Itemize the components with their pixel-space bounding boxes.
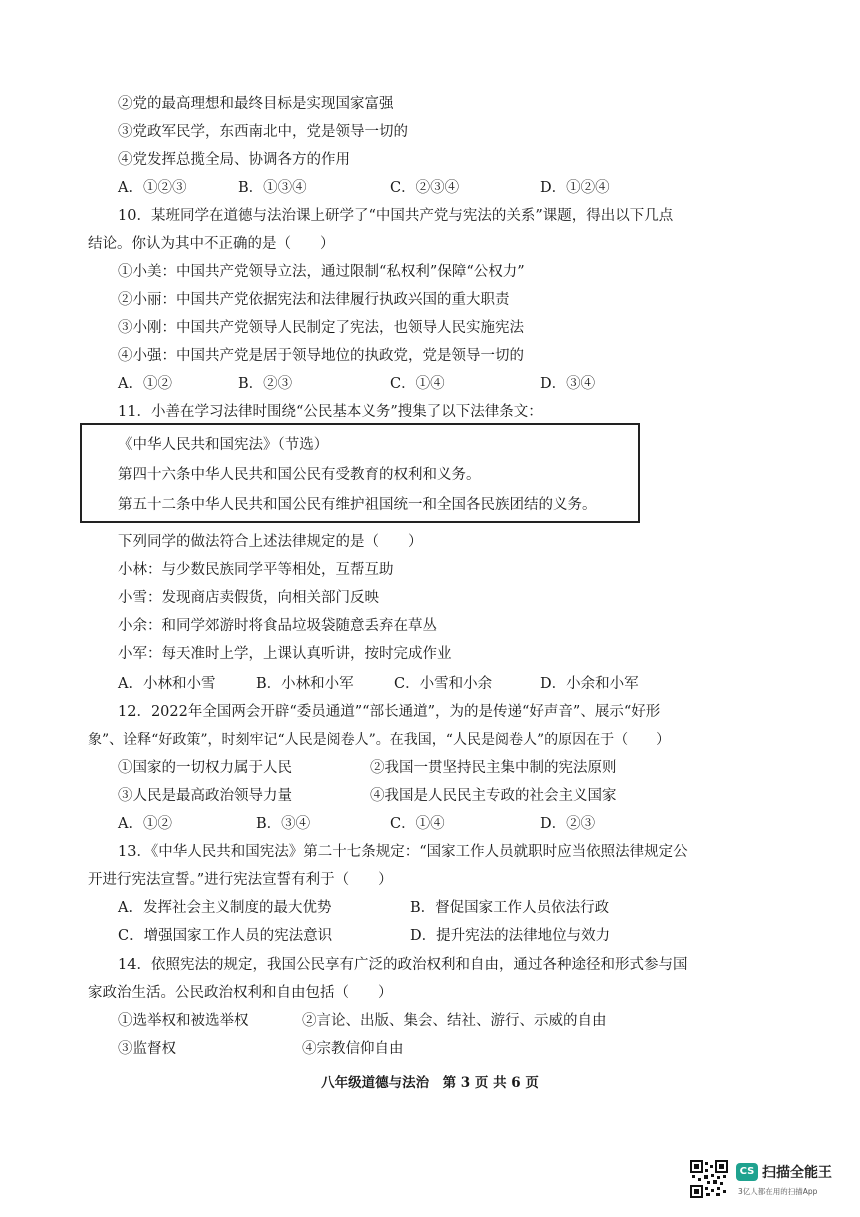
q13-option-a: A．发挥社会主义制度的最大优势 [118, 900, 332, 916]
q14-stem-line-2: 家政治生活。公民政治权利和自由包括（ ） [88, 985, 393, 1001]
q9-item-3: ③党政军民学，东西南北中，党是领导一切的 [118, 124, 408, 140]
q9-option-b: B．①③④ [238, 180, 307, 196]
camscanner-logo-icon: CS [736, 1163, 758, 1181]
q10-option-b: B．②③ [238, 376, 293, 392]
q14-item-3: ③监督权 [118, 1041, 176, 1057]
q12-stem-line-2: 象”、诠释“好政策”，时刻牢记“人民是阅卷人”。在我国，“人民是阅卷人”的原因在于（ ） [88, 732, 671, 748]
q10-stem-line-1: 10．某班同学在道德与法治课上研学了“中国共产党与宪法的关系”课题，得出以下几点 [118, 208, 674, 224]
page-footer: 八年级道德与法治 第 3 页 共 6 页 [321, 1075, 539, 1091]
q10-item-1: ①小美：中国共产党领导立法，通过限制“私权利”保障“公权力” [118, 264, 525, 280]
scanner-watermark [690, 1160, 850, 1202]
q14-stem-line-1: 14．依照宪法的规定，我国公民享有广泛的政治权利和自由，通过各种途径和形式参与国 [118, 957, 688, 973]
q10-option-a: A．①② [118, 376, 172, 392]
q10-item-4: ④小强：中国共产党是居于领导地位的执政党，党是领导一切的 [118, 348, 524, 364]
q12-option-c: C．①④ [390, 816, 445, 832]
q11-case-xiaoyu: 小余：和同学郊游时将食品垃圾袋随意丢弃在草丛 [118, 618, 437, 634]
q11-case-xiaoxue: 小雪：发现商店卖假货，向相关部门反映 [118, 590, 379, 606]
camscanner-name: 扫描全能王 [762, 1165, 832, 1181]
q12-option-b: B．③④ [256, 816, 311, 832]
q14-item-2: ②言论、出版、集会、结社、游行、示威的自由 [302, 1013, 607, 1029]
q10-item-3: ③小刚：中国共产党领导人民制定了宪法，也领导人民实施宪法 [118, 320, 524, 336]
law-article-46: 第四十六条中华人民共和国公民有受教育的权利和义务。 [118, 467, 481, 483]
q12-item-2: ②我国一贯坚持民主集中制的宪法原则 [370, 760, 617, 776]
law-excerpt-box [80, 423, 640, 523]
q11-stem: 11．小善在学习法律时围绕“公民基本义务”搜集了以下法律条文： [118, 404, 543, 420]
q12-stem-line-1: 12．2022年全国两会开辟“委员通道”“部长通道”，为的是传递“好声音”、展示“好形 [118, 704, 661, 720]
q9-item-4: ④党发挥总揽全局、协调各方的作用 [118, 152, 350, 168]
q9-option-a: A．①②③ [118, 180, 187, 196]
q12-option-a: A．①② [118, 816, 172, 832]
q11-option-c: C．小雪和小余 [394, 676, 493, 692]
q9-item-2: ②党的最高理想和最终目标是实现国家富强 [118, 96, 394, 112]
qr-code-icon [690, 1160, 728, 1198]
q12-item-4: ④我国是人民民主专政的社会主义国家 [370, 788, 617, 804]
q10-item-2: ②小丽：中国共产党依据宪法和法律履行执政兴国的重大职责 [118, 292, 510, 308]
law-article-52: 第五十二条中华人民共和国公民有维护祖国统一和全国各民族团结的义务。 [118, 497, 597, 513]
law-excerpt-title: 《中华人民共和国宪法》（节选） [118, 437, 329, 453]
q12-item-3: ③人民是最高政治领导力量 [118, 788, 292, 804]
q11-option-b: B．小林和小军 [256, 676, 354, 692]
q11-case-xiaolin: 小林：与少数民族同学平等相处，互帮互助 [118, 562, 394, 578]
q10-option-c: C．①④ [390, 376, 445, 392]
q9-option-c: C．②③④ [390, 180, 460, 196]
q12-item-1: ①国家的一切权力属于人民 [118, 760, 292, 776]
camscanner-tagline: 3亿人都在用的扫描App [738, 1187, 818, 1196]
q13-option-c: C．增强国家工作人员的宪法意识 [118, 928, 333, 944]
q13-option-d: D．提升宪法的法律地位与效力 [410, 928, 611, 944]
q14-item-4: ④宗教信仰自由 [302, 1041, 404, 1057]
q11-option-d: D．小余和小军 [540, 676, 639, 692]
q11-option-a: A．小林和小雪 [118, 676, 216, 692]
q12-option-d: D．②③ [540, 816, 596, 832]
q13-option-b: B．督促国家工作人员依法行政 [410, 900, 610, 916]
q14-item-1: ①选举权和被选举权 [118, 1013, 249, 1029]
q13-stem-line-2: 开进行宪法宣誓。”进行宪法宣誓有利于（ ） [88, 872, 393, 888]
q9-option-d: D．①②④ [540, 180, 610, 196]
q11-question: 下列同学的做法符合上述法律规定的是（ ） [118, 534, 423, 550]
q13-stem-line-1: 13．《中华人民共和国宪法》第二十七条规定：“国家工作人员就职时应当依照法律规定公 [118, 844, 688, 860]
q11-case-xiaojun: 小军：每天准时上学，上课认真听讲，按时完成作业 [118, 646, 452, 662]
q10-stem-line-2: 结论。你认为其中不正确的是（ ） [88, 236, 335, 252]
q10-option-d: D．③④ [540, 376, 596, 392]
